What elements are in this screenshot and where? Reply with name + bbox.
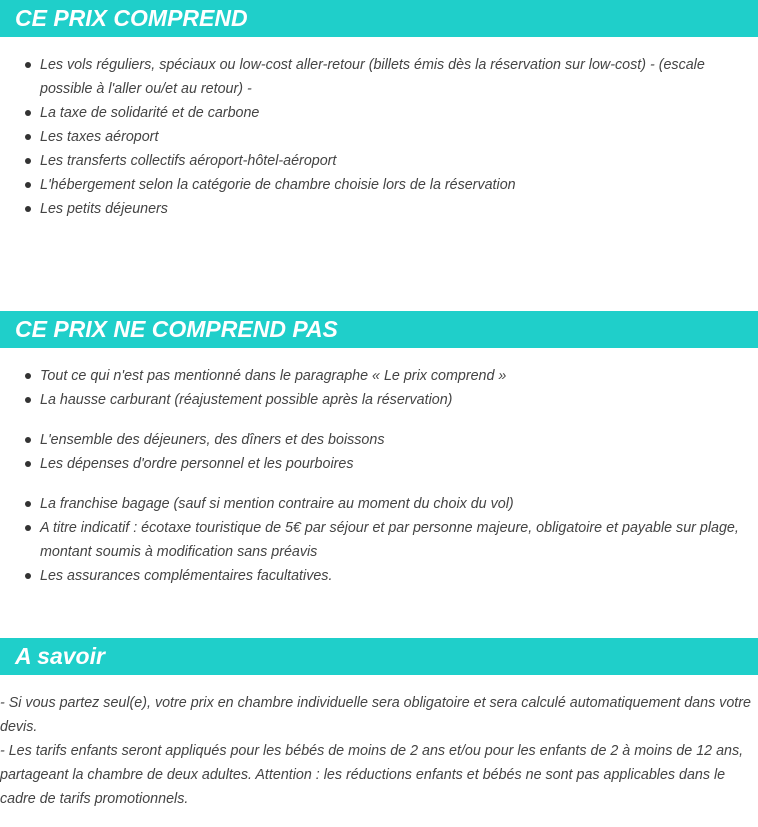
list-item-text: La franchise bagage (sauf si mention contraire au moment du choix du vol) xyxy=(40,496,514,512)
list-item xyxy=(0,125,758,149)
list-item xyxy=(0,452,758,476)
list-item-text: Les vols réguliers, spéciaux ou low-cost aller-retour (billets émis dès la réservation sur low-cost) - (escale possible à l'aller ou/et au retour) - xyxy=(40,57,705,97)
bullet-icon xyxy=(25,206,31,212)
list-item-text: La taxe de solidarité et de carbone xyxy=(40,105,260,121)
bullet-icon xyxy=(25,62,31,68)
list-item-text: Les taxes aéroport xyxy=(40,129,159,145)
bullet-icon xyxy=(25,525,31,531)
list-item xyxy=(0,564,758,588)
list-item-text: A titre indicatif : écotaxe touristique de 5€ par séjour et par personne majeure, obligatoire et payable sur plage, montant soumis à modification sans préavis xyxy=(40,520,739,560)
bullet-icon xyxy=(25,437,31,443)
list-item-text: La hausse carburant (réajustement possible après la réservation) xyxy=(40,392,453,408)
bullet-icon xyxy=(25,461,31,467)
paragraph: - Si vous partez seul(e), votre prix en chambre individuelle sera obligatoire et sera calculé automatiquement dans votre devis. xyxy=(0,695,751,735)
list-item xyxy=(0,173,758,197)
bullet-icon xyxy=(25,373,31,379)
included-list xyxy=(0,53,758,221)
bullet-icon xyxy=(25,182,31,188)
bullet-icon xyxy=(25,158,31,164)
list-item xyxy=(0,364,758,388)
bullet-icon xyxy=(25,501,31,507)
list-item xyxy=(0,101,758,125)
bullet-icon xyxy=(25,134,31,140)
section-title-to-know: A savoir xyxy=(15,643,105,669)
section-header-to-know xyxy=(0,638,758,675)
section-title-not-included: CE PRIX NE COMPREND PAS xyxy=(15,316,338,342)
bullet-icon xyxy=(25,110,31,116)
to-know-text xyxy=(0,691,756,811)
list-item xyxy=(0,149,758,173)
section-header-not-included xyxy=(0,311,758,348)
list-item-text: L'hébergement selon la catégorie de chambre choisie lors de la réservation xyxy=(40,177,516,193)
section-header-included xyxy=(0,0,758,37)
list-item xyxy=(0,388,758,412)
list-item xyxy=(0,428,758,452)
list-item-text: Les assurances complémentaires facultatives. xyxy=(40,568,333,584)
list-item xyxy=(0,516,758,564)
list-item-text: Les transferts collectifs aéroport-hôtel-aéroport xyxy=(40,153,337,169)
section-title-included: CE PRIX COMPREND xyxy=(15,5,248,31)
list-item xyxy=(0,53,758,101)
bullet-icon xyxy=(25,397,31,403)
list-item xyxy=(0,492,758,516)
list-item-text: Les petits déjeuners xyxy=(40,201,168,217)
paragraph: - Les tarifs enfants seront appliqués pour les bébés de moins de 2 ans et/ou pour les enfants de 2 à moins de 12 ans, partageant la chambre de deux adultes. Attention : les réductions enfants et bébés ne sont pas applicables dans le cadre de tarifs promotionnels. xyxy=(0,743,744,807)
bullet-icon xyxy=(25,573,31,579)
list-item xyxy=(0,197,758,221)
not-included-list xyxy=(0,364,758,588)
list-item-text: L'ensemble des déjeuners, des dîners et des boissons xyxy=(40,432,385,448)
list-item-text: Tout ce qui n'est pas mentionné dans le paragraphe « Le prix comprend » xyxy=(40,368,507,384)
list-item-text: Les dépenses d'ordre personnel et les pourboires xyxy=(40,456,354,472)
